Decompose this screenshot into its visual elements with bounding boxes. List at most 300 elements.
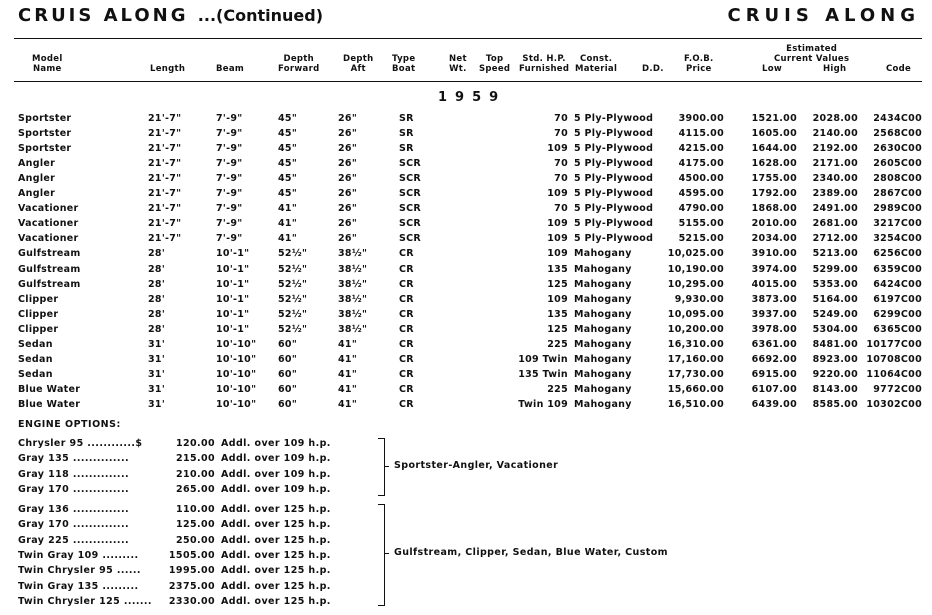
- cell-fwd: 60": [278, 383, 298, 395]
- engine-option-price: 1995.00: [168, 565, 215, 577]
- col-header-depth-aft: Depth Aft: [343, 54, 374, 74]
- cell-model: Sedan: [18, 353, 53, 365]
- cell-length: 21'-7": [148, 128, 182, 140]
- cell-mat: 5 Ply-Plywood: [574, 128, 654, 140]
- engine-option-price: 120.00: [175, 438, 215, 449]
- col-header-low: Low: [762, 64, 783, 74]
- table-row: [0, 171, 932, 186]
- cell-length: 21'-7": [148, 143, 182, 155]
- cell-beam: 7'-9": [216, 143, 243, 155]
- engine-option-line: [0, 533, 380, 549]
- cell-beam: 10'-1": [216, 308, 250, 320]
- cell-mat: Mahogany: [574, 383, 632, 395]
- cell-high: 5299.00: [812, 263, 858, 275]
- engine-option-name: Gray 225 ..............: [18, 534, 129, 546]
- cell-mat: Mahogany: [574, 398, 632, 410]
- cell-type: SR: [399, 113, 414, 124]
- cell-fob: 17,730.00: [667, 368, 724, 380]
- cell-aft: 38½": [338, 263, 368, 275]
- cell-type: SCR: [399, 218, 422, 230]
- col-header-beam: Beam: [216, 64, 245, 74]
- cell-mat: Mahogany: [574, 368, 632, 380]
- cell-type: CR: [399, 338, 414, 350]
- cell-high: 5353.00: [812, 278, 858, 290]
- cell-fob: 4790.00: [678, 203, 724, 215]
- engine-option-line: [0, 563, 380, 579]
- cell-mat: 5 Ply-Plywood: [574, 218, 654, 230]
- engine-option-note: Addl. over 109 h.p.: [221, 483, 331, 495]
- cell-aft: 26": [338, 113, 358, 124]
- cell-low: 1628.00: [751, 158, 797, 170]
- table-row: [0, 201, 932, 216]
- cell-aft: 26": [338, 203, 358, 215]
- cell-code: 6365C00: [873, 323, 922, 335]
- cell-mat: Mahogany: [574, 263, 632, 275]
- cell-fwd: 45": [278, 113, 298, 124]
- cell-low: 6439.00: [751, 398, 797, 410]
- cell-beam: 10'-1": [216, 263, 250, 275]
- col-header-fob-price: F.O.B. Price: [684, 54, 714, 74]
- cell-high: 5304.00: [812, 323, 858, 335]
- cell-mat: Mahogany: [574, 323, 632, 335]
- cell-fwd: 52½": [278, 278, 308, 290]
- cell-low: 1868.00: [751, 203, 797, 215]
- cell-hp: 225: [547, 383, 568, 395]
- cell-code: 2808C00: [873, 173, 922, 185]
- engine-option-line: [0, 594, 380, 610]
- engine-option-name: Gray 136 ..............: [18, 504, 129, 515]
- table-row: [0, 352, 932, 367]
- cell-high: 2171.00: [812, 158, 858, 170]
- cell-code: 2630C00: [873, 143, 922, 155]
- cell-fob: 5155.00: [678, 218, 724, 230]
- table-row: [0, 277, 932, 292]
- cell-high: 2389.00: [812, 188, 858, 200]
- engine-option-name: Gray 118 ..............: [18, 468, 129, 480]
- cell-type: CR: [399, 293, 414, 305]
- cell-mat: Mahogany: [574, 338, 632, 350]
- col-header-length: Length: [150, 64, 186, 74]
- cell-aft: 26": [338, 188, 358, 200]
- cell-code: 6299C00: [873, 308, 922, 320]
- cell-mat: Mahogany: [574, 293, 632, 305]
- cell-fwd: 45": [278, 173, 298, 185]
- cell-beam: 10'-1": [216, 278, 250, 290]
- cell-model: Blue Water: [18, 383, 81, 395]
- cell-length: 28': [148, 248, 166, 260]
- cell-type: CR: [399, 278, 414, 290]
- cell-aft: 38½": [338, 323, 368, 335]
- col-header-estimated-values: Estimated Current Values: [774, 44, 850, 64]
- cell-aft: 41": [338, 338, 358, 350]
- cell-hp: 109: [547, 233, 568, 245]
- cell-beam: 7'-9": [216, 218, 243, 230]
- cell-length: 21'-7": [148, 113, 182, 124]
- cell-beam: 7'-9": [216, 128, 243, 140]
- cell-model: Clipper: [18, 293, 59, 305]
- cell-model: Sedan: [18, 368, 53, 380]
- cell-type: SCR: [399, 173, 422, 185]
- cell-code: 2568C00: [873, 128, 922, 140]
- cell-low: 6692.00: [751, 353, 797, 365]
- cell-fob: 5215.00: [678, 233, 724, 245]
- engine-option-name: Gray 135 ..............: [18, 453, 129, 465]
- cell-model: Vacationer: [18, 218, 79, 230]
- cell-model: Clipper: [18, 323, 59, 335]
- cell-fob: 10,190.00: [667, 263, 724, 275]
- cell-fwd: 60": [278, 368, 298, 380]
- engine-option-name: Gray 170 ..............: [18, 483, 129, 495]
- cell-fob: 4500.00: [678, 173, 724, 185]
- cell-hp: 109: [547, 248, 568, 260]
- group-2-label: Gulfstream, Clipper, Sedan, Blue Water, Custom: [394, 547, 668, 558]
- title-left-sub: ...(Continued): [197, 6, 323, 25]
- cell-fob: 4595.00: [678, 188, 724, 200]
- cell-high: 2192.00: [812, 143, 858, 155]
- cell-low: 1605.00: [751, 128, 797, 140]
- cell-fwd: 45": [278, 128, 298, 140]
- engine-option-price: 125.00: [175, 519, 215, 531]
- cell-type: CR: [399, 398, 414, 410]
- cell-fob: 17,160.00: [667, 353, 724, 365]
- cell-code: 6424C00: [873, 278, 922, 290]
- cell-code: 2434C00: [873, 113, 922, 124]
- table-row: [0, 186, 932, 201]
- cell-hp: Twin 109: [518, 398, 568, 410]
- cell-length: 31': [148, 383, 166, 395]
- cell-fwd: 45": [278, 143, 298, 155]
- cell-high: 9220.00: [812, 368, 858, 380]
- cell-fob: 9,930.00: [674, 293, 724, 305]
- cell-aft: 38½": [338, 293, 368, 305]
- engine-option-line: [0, 451, 380, 467]
- table-row: [0, 397, 932, 412]
- engine-option-price: 210.00: [175, 468, 215, 480]
- cell-type: CR: [399, 353, 414, 365]
- cell-length: 31': [148, 353, 166, 365]
- year-label: 1959: [438, 90, 507, 105]
- col-header-model: Model Name: [32, 54, 63, 74]
- engine-option-price: 1505.00: [168, 549, 215, 561]
- cell-low: 2034.00: [751, 233, 797, 245]
- cell-fwd: 41": [278, 218, 298, 230]
- cell-fob: 10,095.00: [667, 308, 724, 320]
- cell-length: 28': [148, 293, 166, 305]
- brace-tip-group-1: [385, 466, 389, 467]
- col-header-code: Code: [886, 64, 912, 74]
- cell-beam: 10'-10": [216, 398, 257, 410]
- cell-type: CR: [399, 368, 414, 380]
- cell-mat: Mahogany: [574, 308, 632, 320]
- cell-hp: 125: [547, 278, 568, 290]
- cell-low: 2010.00: [751, 218, 797, 230]
- col-header-type-boat: Type Boat: [392, 54, 416, 74]
- cell-aft: 38½": [338, 278, 368, 290]
- brace-tip-group-2: [385, 553, 389, 554]
- engine-option-line: [0, 502, 380, 518]
- cell-fwd: 45": [278, 158, 298, 170]
- page-title-right: CRUIS ALONG: [727, 5, 920, 26]
- table-row: [0, 292, 932, 307]
- cell-code: 11064C00: [866, 368, 922, 380]
- cell-high: 2681.00: [812, 218, 858, 230]
- cell-fwd: 52½": [278, 323, 308, 335]
- group-1-label: Sportster-Angler, Vacationer: [394, 460, 559, 471]
- engine-option-note: Addl. over 125 h.p.: [221, 565, 331, 577]
- cell-model: Vacationer: [18, 203, 79, 215]
- cell-hp: 70: [554, 203, 568, 215]
- cell-hp: 70: [554, 158, 568, 170]
- engine-option-price: 215.00: [175, 453, 215, 465]
- engine-option-note: Addl. over 125 h.p.: [221, 504, 331, 515]
- table-row: [0, 216, 932, 231]
- cell-fwd: 41": [278, 203, 298, 215]
- header-rule-bottom: [14, 81, 922, 82]
- col-header-dd: D.D.: [642, 64, 664, 74]
- cell-low: 6361.00: [751, 338, 797, 350]
- cell-high: 2140.00: [812, 128, 858, 140]
- cell-aft: 26": [338, 218, 358, 230]
- cell-type: SCR: [399, 233, 422, 245]
- cell-type: SR: [399, 128, 414, 140]
- engine-option-note: Addl. over 125 h.p.: [221, 534, 331, 546]
- cell-hp: 125: [547, 323, 568, 335]
- cell-mat: 5 Ply-Plywood: [574, 113, 654, 124]
- engine-option-price: 250.00: [175, 534, 215, 546]
- cell-length: 28': [148, 323, 166, 335]
- cell-low: 6915.00: [751, 368, 797, 380]
- engine-option-name: Twin Gray 135 .........: [18, 580, 139, 592]
- engine-option-name: Twin Gray 109 .........: [18, 549, 139, 561]
- cell-aft: 26": [338, 173, 358, 185]
- cell-high: 2491.00: [812, 203, 858, 215]
- cell-hp: 135 Twin: [518, 368, 568, 380]
- cell-mat: 5 Ply-Plywood: [574, 158, 654, 170]
- cell-code: 10177C00: [866, 338, 922, 350]
- cell-high: 5249.00: [812, 308, 858, 320]
- cell-length: 21'-7": [148, 203, 182, 215]
- cell-mat: Mahogany: [574, 353, 632, 365]
- engine-option-line: [0, 467, 380, 483]
- brace-group-1: [378, 438, 385, 496]
- cell-fob: 4215.00: [678, 143, 724, 155]
- table-row: [0, 141, 932, 156]
- cell-type: SCR: [399, 203, 422, 215]
- table-row: [0, 156, 932, 171]
- cell-code: 10302C00: [866, 398, 922, 410]
- cell-mat: 5 Ply-Plywood: [574, 173, 654, 185]
- col-header-high: High: [823, 64, 847, 74]
- cell-model: Angler: [18, 173, 56, 185]
- cell-model: Gulfstream: [18, 263, 81, 275]
- cell-length: 21'-7": [148, 188, 182, 200]
- engine-option-name: Chrysler 95 ............$: [18, 438, 143, 449]
- col-header-const-material: Const. Material: [575, 54, 618, 74]
- cell-fwd: 60": [278, 398, 298, 410]
- engine-option-note: Addl. over 109 h.p.: [221, 453, 331, 465]
- cell-hp: 135: [547, 308, 568, 320]
- cell-fwd: 45": [278, 188, 298, 200]
- cell-mat: 5 Ply-Plywood: [574, 233, 654, 245]
- cell-mat: Mahogany: [574, 248, 632, 260]
- cell-low: 1521.00: [751, 113, 797, 124]
- cell-code: 2989C00: [873, 203, 922, 215]
- cell-high: 8481.00: [812, 338, 858, 350]
- cell-length: 21'-7": [148, 158, 182, 170]
- engine-options-title: ENGINE OPTIONS:: [18, 419, 121, 430]
- table-row: [0, 382, 932, 397]
- cell-type: CR: [399, 383, 414, 395]
- cell-type: SCR: [399, 188, 422, 200]
- cell-hp: 70: [554, 128, 568, 140]
- cell-length: 31': [148, 338, 166, 350]
- cell-type: SR: [399, 143, 414, 155]
- cell-beam: 7'-9": [216, 233, 243, 245]
- cell-code: 6359C00: [873, 263, 922, 275]
- cell-fob: 4115.00: [678, 128, 724, 140]
- table-row: [0, 337, 932, 352]
- cell-mat: 5 Ply-Plywood: [574, 143, 654, 155]
- col-header-depth-forward: Depth Forward: [278, 54, 320, 74]
- cell-length: 28': [148, 308, 166, 320]
- cell-type: CR: [399, 323, 414, 335]
- cell-hp: 70: [554, 113, 568, 124]
- cell-mat: 5 Ply-Plywood: [574, 203, 654, 215]
- cell-model: Angler: [18, 188, 56, 200]
- cell-length: 31': [148, 398, 166, 410]
- table-row: [0, 262, 932, 277]
- engine-option-note: Addl. over 125 h.p.: [221, 595, 331, 607]
- cell-type: CR: [399, 248, 414, 260]
- cell-code: 2605C00: [873, 158, 922, 170]
- cell-model: Angler: [18, 158, 56, 170]
- col-header-std-hp: Std. H.P. Furnished: [519, 54, 570, 74]
- cell-model: Sportster: [18, 128, 72, 140]
- engine-option-note: Addl. over 109 h.p.: [221, 468, 331, 480]
- cell-fwd: 52½": [278, 263, 308, 275]
- table-row: [0, 231, 932, 246]
- cell-low: 3974.00: [751, 263, 797, 275]
- cell-mat: Mahogany: [574, 278, 632, 290]
- cell-high: 5164.00: [812, 293, 858, 305]
- cell-beam: 10'-10": [216, 383, 257, 395]
- cell-fob: 15,660.00: [667, 383, 724, 395]
- cell-length: 28': [148, 263, 166, 275]
- cell-fwd: 60": [278, 338, 298, 350]
- engine-option-price: 110.00: [175, 504, 215, 515]
- cell-length: 28': [148, 278, 166, 290]
- cell-type: CR: [399, 308, 414, 320]
- brace-group-2: [378, 504, 385, 606]
- engine-option-note: Addl. over 125 h.p.: [221, 519, 331, 531]
- cell-hp: 109 Twin: [518, 353, 568, 365]
- cell-length: 21'-7": [148, 173, 182, 185]
- cell-aft: 41": [338, 398, 358, 410]
- col-header-net-wt: Net Wt.: [449, 54, 467, 74]
- engine-option-note: Addl. over 125 h.p.: [221, 549, 331, 561]
- cell-hp: 109: [547, 143, 568, 155]
- cell-low: 1792.00: [751, 188, 797, 200]
- cell-hp: 109: [547, 293, 568, 305]
- cell-fob: 10,200.00: [667, 323, 724, 335]
- engine-option-price: 265.00: [175, 483, 215, 495]
- cell-beam: 10'-1": [216, 293, 250, 305]
- cell-aft: 41": [338, 383, 358, 395]
- cell-code: 9772C00: [873, 383, 922, 395]
- cell-beam: 7'-9": [216, 113, 243, 124]
- engine-option-name: Gray 170 ..............: [18, 519, 129, 531]
- cell-low: 3978.00: [751, 323, 797, 335]
- cell-model: Gulfstream: [18, 278, 81, 290]
- cell-fwd: 60": [278, 353, 298, 365]
- cell-fob: 10,295.00: [667, 278, 724, 290]
- cell-length: 21'-7": [148, 218, 182, 230]
- cell-low: 6107.00: [751, 383, 797, 395]
- engine-option-name: Twin Chrysler 95 ......: [18, 565, 141, 577]
- cell-length: 31': [148, 368, 166, 380]
- header-rule-top: [14, 38, 922, 39]
- cell-aft: 41": [338, 368, 358, 380]
- cell-aft: 38½": [338, 248, 368, 260]
- table-row: [0, 367, 932, 382]
- cell-aft: 26": [338, 143, 358, 155]
- cell-aft: 26": [338, 158, 358, 170]
- cell-fob: 3900.00: [678, 113, 724, 124]
- engine-option-name: Twin Chrysler 125 .......: [18, 595, 152, 607]
- table-row: [0, 307, 932, 322]
- cell-fob: 10,025.00: [667, 248, 724, 260]
- cell-model: Clipper: [18, 308, 59, 320]
- cell-fwd: 52½": [278, 308, 308, 320]
- page-title-left: [18, 5, 323, 26]
- cell-low: 3910.00: [751, 248, 797, 260]
- cell-type: SCR: [399, 158, 422, 170]
- engine-option-line: [0, 436, 380, 452]
- cell-model: Sportster: [18, 143, 72, 155]
- cell-beam: 10'-10": [216, 368, 257, 380]
- cell-beam: 10'-1": [216, 323, 250, 335]
- cell-fwd: 52½": [278, 293, 308, 305]
- cell-beam: 10'-10": [216, 353, 257, 365]
- cell-high: 2028.00: [812, 113, 858, 124]
- cell-hp: 135: [547, 263, 568, 275]
- cell-code: 3217C00: [873, 218, 922, 230]
- table-row: [0, 246, 932, 261]
- cell-low: 3937.00: [751, 308, 797, 320]
- cell-high: 2712.00: [812, 233, 858, 245]
- engine-option-note: Addl. over 125 h.p.: [221, 580, 331, 592]
- cell-length: 21'-7": [148, 233, 182, 245]
- cell-low: 1755.00: [751, 173, 797, 185]
- cell-mat: 5 Ply-Plywood: [574, 188, 654, 200]
- col-header-top-speed: Top Speed: [479, 54, 511, 74]
- cell-model: Vacationer: [18, 233, 79, 245]
- cell-code: 2867C00: [873, 188, 922, 200]
- cell-high: 5213.00: [812, 248, 858, 260]
- cell-fwd: 52½": [278, 248, 308, 260]
- cell-beam: 10'-1": [216, 248, 250, 260]
- cell-type: CR: [399, 263, 414, 275]
- table-row: [0, 126, 932, 141]
- cell-model: Blue Water: [18, 398, 81, 410]
- cell-beam: 7'-9": [216, 158, 243, 170]
- table-row: [0, 111, 932, 126]
- cell-low: 1644.00: [751, 143, 797, 155]
- engine-option-line: [0, 517, 380, 533]
- engine-option-price: 2375.00: [168, 580, 215, 592]
- cell-beam: 7'-9": [216, 188, 243, 200]
- cell-model: Gulfstream: [18, 248, 81, 260]
